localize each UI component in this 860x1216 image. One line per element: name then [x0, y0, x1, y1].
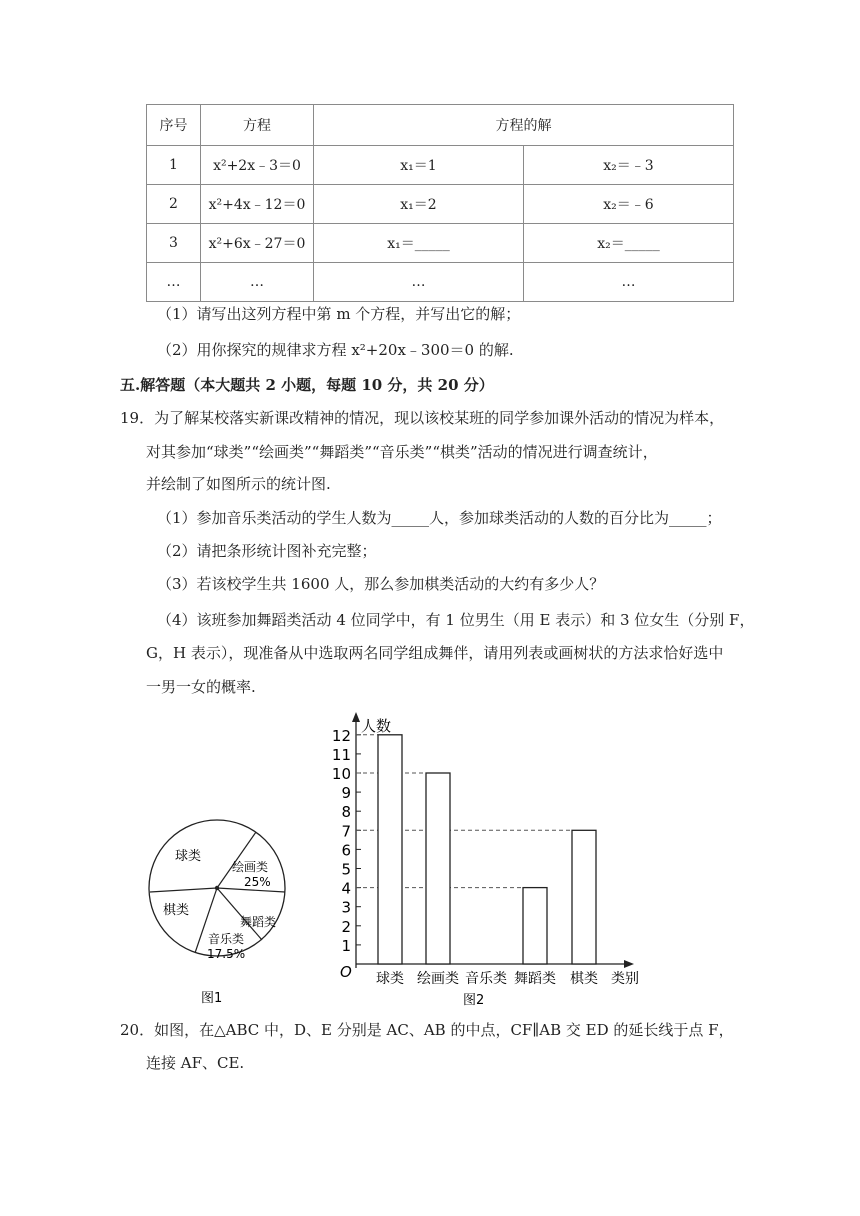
- figures: [0, 700, 860, 1020]
- cell-solution-1: x₁＝1: [314, 146, 524, 185]
- cell-equation: x²+4x﹣12＝0: [201, 185, 314, 224]
- cell-solution-1: x₁＝_____: [314, 224, 524, 263]
- x-axis-arrow-icon: [624, 960, 634, 968]
- cell-solution-1: x₁＝2: [314, 185, 524, 224]
- pie-label-music: 音乐类 17.5%: [207, 932, 246, 961]
- bar: [378, 735, 402, 964]
- pie-label-ball: 球类: [175, 849, 202, 864]
- y-tick-label: 2: [341, 917, 351, 936]
- bar: [426, 773, 450, 964]
- pie-label-dance: 舞蹈类: [240, 915, 277, 929]
- q20-line-1: 20．如图，在△ABC 中，D、E 分别是 AC、AB 的中点，CF∥AB 交 ED 的延长线于点 F，: [120, 1021, 734, 1039]
- x-tick-label: 球类: [376, 971, 404, 987]
- y-tick-label: 7: [341, 822, 351, 841]
- equation-table: [146, 104, 734, 302]
- cell-equation: x²+2x﹣3＝0: [201, 146, 314, 185]
- cell-solution-2: x₂＝﹣6: [524, 185, 734, 224]
- header-equation: 方程: [201, 105, 314, 146]
- x-tick-label: 舞蹈类: [514, 971, 556, 987]
- y-tick-label: 4: [341, 879, 351, 898]
- bar-chart: [332, 712, 639, 1008]
- table-row: [147, 263, 734, 302]
- pie-chart: [149, 820, 285, 1006]
- q18-part-1: （1）请写出这列方程中第 m 个方程，并写出它的解；: [157, 305, 521, 323]
- y-tick-label: 8: [341, 803, 351, 822]
- q19-part-1: （1）参加音乐类活动的学生人数为_____人，参加球类活动的人数的百分比为_____；: [157, 509, 722, 527]
- cell-solution-2: x₂＝﹣3: [524, 146, 734, 185]
- y-tick-label: 9: [341, 784, 351, 803]
- q19-part-4c: 一男一女的概率.: [146, 678, 256, 696]
- cell-equation: x²+6x﹣27＝0: [201, 224, 314, 263]
- q18-part-2: （2）用你探究的规律求方程 x²+20x﹣300＝0 的解.: [157, 341, 514, 359]
- pie-caption: 图1: [201, 991, 223, 1006]
- y-tick-label: 11: [331, 745, 351, 764]
- cell-no: 2: [147, 185, 201, 224]
- cell-no: 3: [147, 224, 201, 263]
- q19-part-2: （2）请把条形统计图补充完整；: [157, 542, 377, 560]
- table-row: [147, 146, 734, 185]
- cell-solution-2: x₂＝_____: [524, 224, 734, 263]
- cell-equation: …: [201, 263, 314, 302]
- y-tick-label: 12: [331, 726, 351, 745]
- q19-part-4b: G，H 表示），现准备从中选取两名同学组成舞伴，请用列表或画树状的方法求恰好选中: [146, 644, 724, 662]
- q19-line-1: 19．为了解某校落实新课改精神的情况，现以该校某班的同学参加课外活动的情况为样本，: [120, 409, 725, 427]
- y-tick-label: 6: [341, 841, 351, 860]
- x-tick-label: 绘画类: [417, 971, 459, 987]
- q19-line-3: 并绘制了如图所示的统计图.: [146, 475, 331, 493]
- y-axis-arrow-icon: [352, 712, 360, 722]
- cell-solution-1: …: [314, 263, 524, 302]
- table-row: [147, 224, 734, 263]
- bar-caption: 图2: [463, 993, 485, 1008]
- y-tick-label: 3: [341, 898, 351, 917]
- y-tick-label: 1: [341, 936, 351, 955]
- y-tick-label: 10: [331, 765, 351, 783]
- pie-label-chess: 棋类: [163, 903, 190, 918]
- q19-part-3: （3）若该校学生共 1600 人，那么参加棋类活动的大约有多少人？: [157, 575, 605, 593]
- x-tick-label: 棋类: [570, 971, 598, 987]
- bar: [572, 830, 596, 964]
- y-axis-label: 人数: [361, 717, 392, 735]
- table-header-row: [147, 105, 734, 146]
- y-tick-label: 5: [341, 860, 351, 879]
- table-row: [147, 185, 734, 224]
- header-no: 序号: [147, 105, 201, 146]
- pie-center: [215, 886, 219, 890]
- q19-part-4a: （4）该班参加舞蹈类活动 4 位同学中，有 1 位男生（用 E 表示）和 3 位女生（分别 F，: [157, 611, 755, 629]
- pie-label-painting: 绘画类 25%: [232, 860, 271, 889]
- section-heading: 五.解答题（本大题共 2 小题，每题 10 分，共 20 分）: [120, 376, 494, 394]
- cell-no: …: [147, 263, 201, 302]
- origin-label: O: [340, 963, 352, 981]
- header-solution: 方程的解: [314, 105, 734, 146]
- cell-solution-2: …: [524, 263, 734, 302]
- q20-line-2: 连接 AF、CE.: [146, 1054, 245, 1072]
- q19-line-2: 对其参加“球类”“绘画类”“舞蹈类”“音乐类”“棋类”活动的情况进行调查统计，: [146, 443, 658, 461]
- bar: [523, 888, 547, 964]
- x-tick-label: 音乐类: [465, 971, 507, 987]
- cell-no: 1: [147, 146, 201, 185]
- x-axis-label: 类别: [611, 971, 639, 987]
